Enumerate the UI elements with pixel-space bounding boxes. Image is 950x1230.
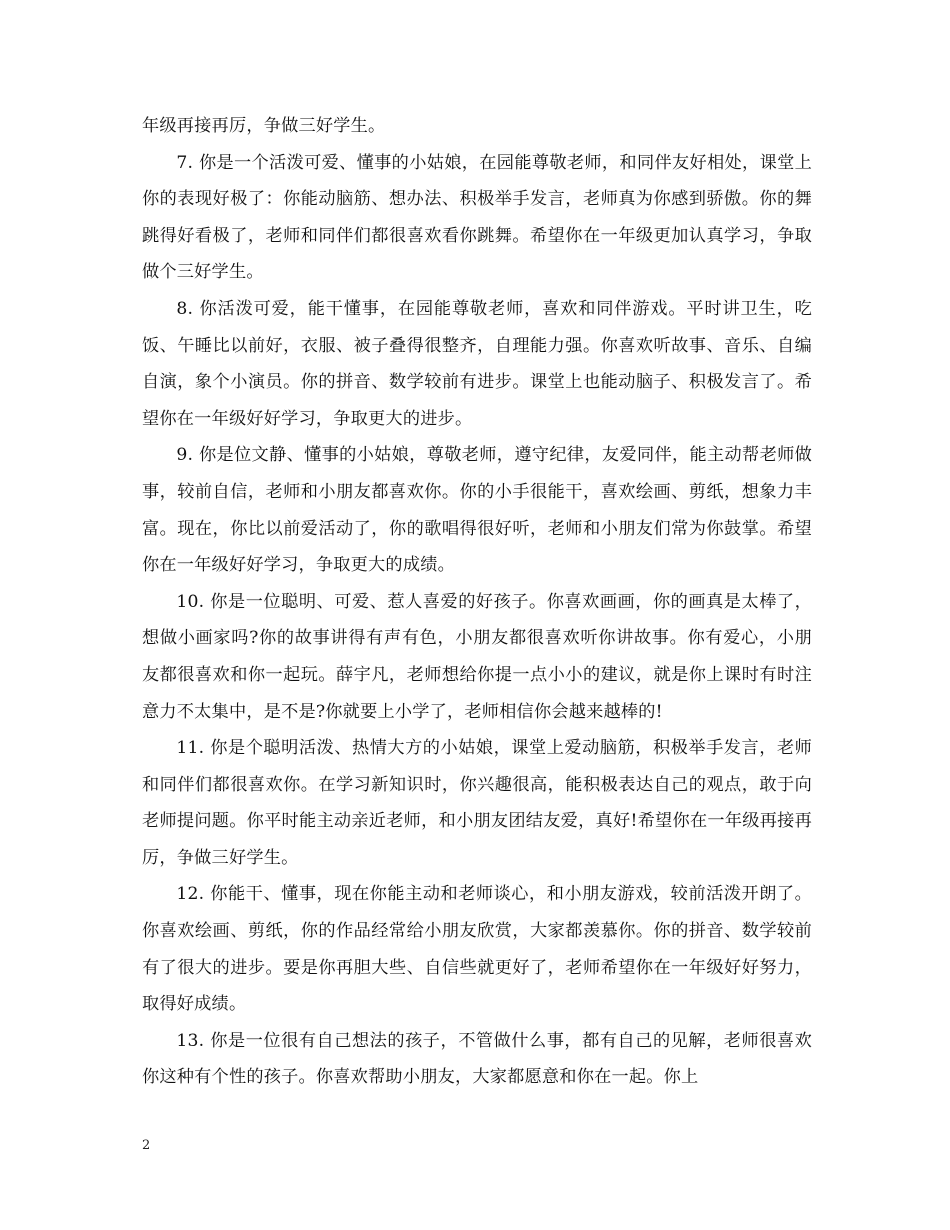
paragraph-item-8: 8. 你活泼可爱，能干懂事，在园能尊敬老师，喜欢和同伴游戏。平时讲卫生，吃饭、午睡比以前好，衣服、被子叠得很整齐，自理能力强。你喜欢听故事、音乐、自编自演，象个小演员。你的拼音、数学较前有进步。课堂上也能动脑子、积极发言了。希望你在一年级好好学习，争取更大的进步。 [142, 298, 812, 429]
paragraph-item-7: 7. 你是一个活泼可爱、懂事的小姑娘，在园能尊敬老师，和同伴友好相处，课堂上你的表现好极了：你能动脑筋、想办法、积极举手发言，老师真为你感到骄傲。你的舞跳得好看极了，老师和同伴们都很喜欢看你跳舞。希望你在一年级更加认真学习，争取做个三好学生。 [142, 152, 812, 283]
paragraph-item-13: 13. 你是一位很有自己想法的孩子，不管做什么事，都有自己的见解，老师很喜欢你这种有个性的孩子。你喜欢帮助小朋友，大家都愿意和你在一起。你上 [142, 1030, 812, 1088]
paragraph-item-10: 10. 你是一位聪明、可爱、惹人喜爱的好孩子。你喜欢画画，你的画真是太棒了，想做小画家吗?你的故事讲得有声有色，小朋友都很喜欢听你讲故事。你有爱心，小朋友都很喜欢和你一起玩。薛宇凡，老师想给你提一点小小的建议，就是你上课时有时注意力不太集中，是不是?你就要上小学了，老师相信你会越来越棒的! [142, 591, 812, 722]
paragraph-continuation: 年级再接再厉，争做三好学生。 [142, 116, 386, 136]
page-number: 2 [142, 1138, 151, 1153]
paragraph-item-9: 9. 你是位文静、懂事的小姑娘，尊敬老师，遵守纪律，友爱同伴，能主动帮老师做事，较前自信，老师和小朋友都喜欢你。你的小手很能干，喜欢绘画、剪纸，想象力丰富。现在，你比以前爱活动了，你的歌唱得很好听，老师和小朋友们常为你鼓掌。希望你在一年级好好学习，争取更大的成绩。 [142, 445, 812, 576]
document-body [142, 108, 812, 1096]
paragraph-item-12: 12. 你能干、懂事，现在你能主动和老师谈心，和小朋友游戏，较前活泼开朗了。你喜欢绘画、剪纸，你的作品经常给小朋友欣赏，大家都羡慕你。你的拼音、数学较前有了很大的进步。要是你再胆大些、自信些就更好了，老师希望你在一年级好好努力，取得好成绩。 [142, 884, 812, 1015]
paragraph-item-11: 11. 你是个聪明活泼、热情大方的小姑娘，课堂上爱动脑筋，积极举手发言，老师和同伴们都很喜欢你。在学习新知识时，你兴趣很高，能积极表达自己的观点，敢于向老师提问题。你平时能主动亲近老师，和小朋友团结友爱，真好!希望你在一年级再接再厉，争做三好学生。 [142, 738, 812, 868]
